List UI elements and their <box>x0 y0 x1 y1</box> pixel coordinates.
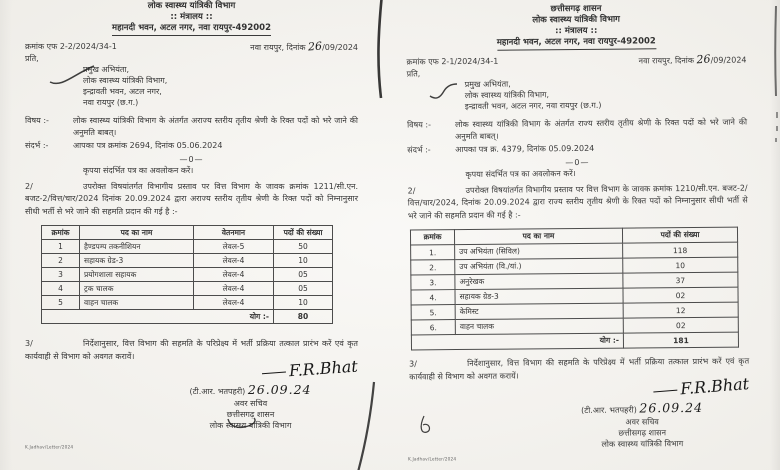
para-2-text: उपरोक्त विषयांतर्गत विभागीय प्रस्ताव पर वित्त विभाग के जावक क्रमांक 1210/सी.एन. बजट-2/वित्त/चार/2024, दिनांक 20.09.2024 द्वारा राज्य स्तरीय तृतीय श्रेणी के रिक्त पदों को निम्नानुसार सीधी भर्ती से भरे जाने की सहमति प्रदान की गई है :- <box>407 183 748 220</box>
total-value: 181 <box>623 332 738 348</box>
table-cell: 5 <box>42 296 80 310</box>
table-cell: 05 <box>274 268 333 282</box>
para-2-text: उपरोक्त विषयांतर्गत विभागीय प्रस्ताव पर वित्त विभाग के जावक क्रमांक 1211/सी.एन. बजट-2/वित्त/चार/2024 दिनांक 20.09.2024 द्वारा अराज्य स्तरीय तृतीय श्रेणी के रिक्त पदों को निम्नानुसार सीधी भर्ती से भरे जाने की सहमति प्रदान की गई है :- <box>25 181 358 216</box>
table-row <box>42 282 333 296</box>
table-header-cell: पदों की संख्या <box>274 226 333 240</box>
table-cell: 10 <box>274 254 333 268</box>
salutation-text: कृपया संदर्भित पत्र का अवलोकन करें। <box>83 165 194 175</box>
separator-mark: —0— <box>179 154 204 164</box>
paragraph-2 <box>408 182 748 222</box>
table-cell: 02 <box>623 317 738 333</box>
table-cell: उप अभियंता (सिविल) <box>455 243 623 259</box>
total-label: योग :- <box>411 333 623 350</box>
addressee-line: प्रमुख अभियंता, <box>83 64 130 74</box>
table-cell: 37 <box>623 272 738 288</box>
ref-number: क्रमांक एफ 2-2/2024/34-1 <box>25 41 117 51</box>
ministry-label: :: मंत्रालय :: <box>555 25 598 37</box>
para-3-text: निर्देशानुसार, वित्त विभाग की सहमति के परिप्रेक्ष्य में भर्ती प्रक्रिया तत्काल प्रारंभ करें एवं कृत कार्यवाही से विभाग को अवगत करावें। <box>25 339 358 361</box>
ref-number: क्रमांक एफ 2-1/2024/34-1 <box>406 56 499 66</box>
posts-table <box>410 227 739 351</box>
pen-stroke <box>262 372 286 375</box>
table-header-cell: क्रमांक <box>42 226 80 240</box>
gov-title: छत्तीसगढ़ शासन <box>550 3 602 15</box>
table-cell: 3. <box>411 275 455 290</box>
subject-text: लोक स्वास्थ्य यांत्रिकी विभाग के अंतर्गत अराज्य स्तरीय तृतीय श्रेणी के रिक्त पदों को भरे जाने की अनुमति बाबत्। <box>73 115 358 137</box>
handwritten-day: 26 <box>696 51 712 66</box>
signatory-dept: लोक स्वास्थ्य यांत्रिकी विभाग <box>209 421 292 430</box>
reference-text: आपका पत्र क्र. 4379, दिनांक 05.09.2024 <box>455 143 595 154</box>
place-date: नवा रायपुर, दिनांक 26/09/2024 <box>638 51 747 66</box>
signatory-name: (टी.आर. भतपहरी) <box>189 387 246 396</box>
to-label: प्रति, <box>406 68 421 78</box>
table-cell: उप अभियंता (वि./यां.) <box>455 258 623 274</box>
table-cell: 10 <box>623 257 738 273</box>
table-cell: 10 <box>274 296 333 310</box>
signature-block <box>534 374 750 451</box>
table-row <box>42 240 333 254</box>
addressee-line: लोक स्वास्थ्य यांत्रिकी विभाग, <box>464 89 550 100</box>
table-cell: 50 <box>274 240 333 254</box>
dept-title: लोक स्वास्थ्य यांत्रिकी विभाग <box>532 14 620 26</box>
table-cell: 6. <box>411 320 455 335</box>
table-cell: लेवल-4 <box>194 268 274 282</box>
table-header-cell: क्रमांक <box>410 230 454 245</box>
table-cell: लेवल-4 <box>194 296 274 310</box>
letter-header <box>406 3 746 51</box>
signatory-govt: छत्तीसगढ़ शासन <box>226 410 275 419</box>
footer-note: K.Jadhav/Letter/2024 <box>25 444 74 450</box>
subject-label: विषय :- <box>25 115 49 125</box>
table-cell: लेवल-5 <box>194 240 274 254</box>
to-label: प्रति, <box>25 53 39 63</box>
ministry-label: :: मंत्रालय :: <box>170 12 213 22</box>
table-cell: प्रयोगशाला सहायक <box>80 268 194 282</box>
signatory-dept: लोक स्वास्थ्य यांत्रिकी विभाग <box>601 439 684 449</box>
table-cell: 3 <box>42 268 80 282</box>
total-label: योग :- <box>42 310 274 324</box>
pen-stroke <box>653 390 677 393</box>
table-cell: केमिस्ट <box>455 303 623 319</box>
table-cell: 5. <box>411 305 455 320</box>
para-2-number: 2/ <box>25 181 33 191</box>
handwritten-day: 26 <box>307 39 323 53</box>
table-cell: 02 <box>623 287 738 303</box>
addressee-line: लोक स्वास्थ्य यांत्रिकी विभाग, <box>83 75 168 85</box>
table-cell: सहायक ग्रेड-3 <box>455 288 623 304</box>
signature-date: 26.09.24 <box>247 382 312 397</box>
table-cell: 4. <box>411 290 455 305</box>
table-cell: हैण्डपम्प तकनीशियन <box>80 240 194 254</box>
table-cell: 1. <box>411 245 455 260</box>
addressee-line: नवा रायपुर (छ.ग.) <box>83 97 139 107</box>
table-cell: वाहन चालक <box>455 318 623 334</box>
office-address: महानदी भवन, अटल नगर, नवा रायपुर-492002 <box>497 36 656 50</box>
table-cell: 2. <box>411 260 455 275</box>
table-row <box>42 254 333 268</box>
addressee-line: प्रमुख अभियंता, <box>464 79 511 89</box>
signature-date: 26.09.24 <box>639 399 704 416</box>
para-3-number: 3/ <box>409 359 417 369</box>
table-cell: वाहन चालक <box>80 296 194 310</box>
table-cell: 1 <box>42 240 80 254</box>
signature-script: F.R.Bhat <box>143 358 359 391</box>
addressee-block <box>83 64 358 108</box>
table-cell: 2 <box>42 254 80 268</box>
dept-title: लोक स्वास्थ्य यांत्रिकी विभाग <box>147 1 236 11</box>
footer-note: K.Jadhav/Letter/2024 <box>408 456 457 462</box>
signature-block <box>143 356 359 431</box>
subject-label: विषय :- <box>407 119 432 129</box>
addressee-line: इन्द्रावती भवन, अटल नगर, <box>83 86 162 96</box>
addressee-line: इन्द्रावती भवन, अटल नगर, नवा रायपुर (छ.ग.) <box>464 100 602 111</box>
table-cell: 12 <box>623 302 738 318</box>
table-cell: ट्रक चालक <box>80 282 194 296</box>
salutation-text: कृपया संदर्भित पत्र का अवलोकन करें। <box>465 168 576 179</box>
para-2-number: 2/ <box>407 185 416 195</box>
table-row <box>42 268 333 282</box>
table-row <box>42 296 333 310</box>
signatory-designation: अवर सचिव <box>233 399 268 408</box>
table-cell: 118 <box>623 242 738 258</box>
para-3-text: निर्देशानुसार, वित्त विभाग की सहमति के परिप्रेक्ष्य में भर्ती प्रक्रिया तत्काल प्रारंभ करें एवं कृत कार्यवाही से विभाग को अवगत करायें। <box>409 356 750 381</box>
table-header-cell: पद का नाम <box>80 226 194 240</box>
separator-mark: —0— <box>565 157 590 167</box>
signatory-name: (टी.आर. भतपहरी) <box>581 405 637 415</box>
table-cell: लेवल-4 <box>194 282 274 296</box>
table-cell: लेवल-4 <box>194 254 274 268</box>
reference-label: संदर्भ :- <box>25 140 49 150</box>
table-total-row <box>411 332 738 350</box>
table-header-cell: पद का नाम <box>454 228 622 244</box>
table-cell: सहायक ग्रेड-3 <box>80 254 194 268</box>
total-value: 80 <box>274 310 333 324</box>
posts-table <box>41 225 333 324</box>
letter-page-right <box>390 0 780 470</box>
signatory-govt: छत्तीसगढ़ शासन <box>618 428 667 438</box>
reference-text: आपका पत्र क्रमांक 2694, दिनांक 05.06.2024 <box>73 140 223 150</box>
table-cell: 05 <box>274 282 333 296</box>
letter-header <box>25 0 358 36</box>
para-3-number: 3/ <box>25 339 33 348</box>
signature-script: F.R.Bhat <box>534 375 750 410</box>
table-total-row <box>42 310 333 324</box>
addressee-block <box>465 76 747 111</box>
table-header-cell: वेतनमान <box>194 226 274 240</box>
reference-label: संदर्भ :- <box>407 144 431 154</box>
signatory-designation: अवर सचिव <box>625 417 659 427</box>
subject-text: लोक स्वास्थ्य यांत्रिकी विभाग के अंतर्गत राज्य स्तरीय तृतीय श्रेणी के रिक्त पदों को भरे जाने की अनुमति बाबत्। <box>455 117 748 141</box>
paragraph-2 <box>25 181 358 219</box>
office-address: महानदी भवन, अटल नगर, नवा रायपुर-492002 <box>112 23 271 36</box>
table-header-cell: पदों की संख्या <box>622 227 737 243</box>
table-cell: 4 <box>42 282 80 296</box>
place-date: नवा रायपुर, दिनांक 26/09/2024 <box>250 39 358 53</box>
table-cell: अनुरेखक <box>455 273 623 289</box>
